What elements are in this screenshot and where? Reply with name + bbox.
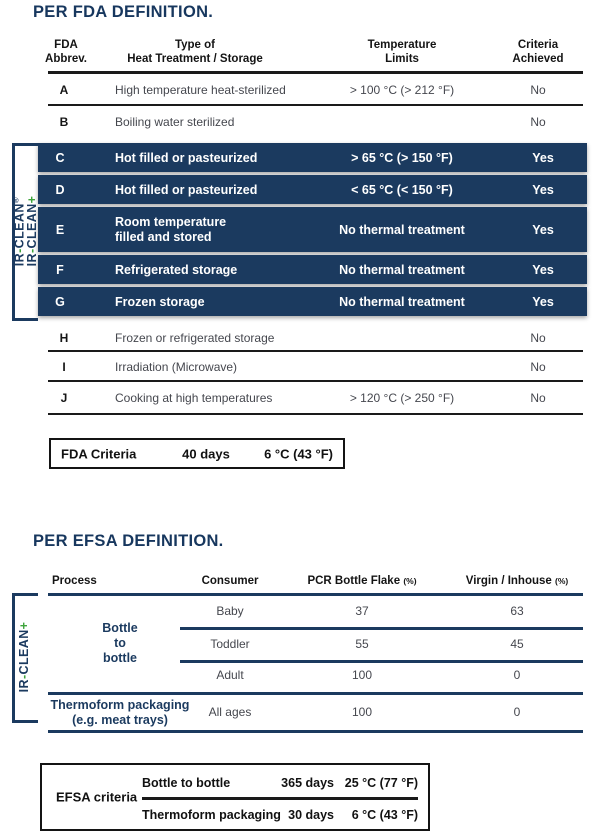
efsa-col-header-virgin	[437, 574, 597, 588]
fda-col-header-temp-line1: Temperature	[367, 39, 437, 51]
fda-row-abbrev: J	[60, 391, 68, 405]
fda-highlight-row-f	[38, 255, 587, 284]
fda-row-temp: No thermal treatment	[339, 262, 465, 277]
fda-criteria-temp: 6 °C (43 °F)	[264, 446, 333, 461]
fda-col-header-criteria	[490, 38, 586, 66]
fda-row-temp: < 65 °C (< 150 °F)	[351, 182, 453, 197]
fda-row-abbrev: A	[59, 83, 69, 97]
fda-row-criteria: Yes	[532, 150, 554, 165]
fda-row-abbrev: H	[59, 331, 69, 345]
brand-clean: CLEAN	[12, 203, 27, 249]
fda-col-header-temp	[322, 38, 482, 66]
efsa-row-pcr: 37	[355, 604, 369, 618]
efsa-row-pcr: 100	[351, 705, 373, 719]
efsa-col-header-virgin-text: Virgin / Inhouse	[465, 575, 552, 587]
fda-row-type: Boiling water sterilized	[115, 115, 235, 129]
fda-row-abbrev: D	[55, 182, 65, 197]
efsa-col-header-pcr	[282, 574, 442, 588]
fda-row-type: Cooking at high temperatures	[115, 391, 273, 405]
efsa-row-virgin: 45	[510, 637, 524, 651]
fda-row-criteria: Yes	[532, 294, 554, 309]
efsa-row-pcr: 55	[355, 637, 369, 651]
efsa-inner-rule	[180, 660, 583, 663]
fda-table-bottom-rule	[48, 413, 583, 415]
fda-col-header-criteria-line1: Criteria	[517, 39, 559, 51]
fda-row-criteria: Yes	[532, 222, 554, 237]
process-line: Bottle	[102, 621, 138, 635]
fda-row-type: Hot filled or pasteurized	[115, 150, 258, 165]
fda-row-criteria: No	[530, 115, 546, 129]
brand-dash: -	[12, 248, 27, 253]
efsa-bracket-top-arm	[12, 593, 38, 596]
fda-bracket-top-arm	[12, 143, 38, 146]
efsa-row-consumer: All ages	[208, 705, 252, 719]
brand-dash: -	[25, 248, 39, 254]
brand-dash: -	[17, 674, 31, 680]
fda-row-abbrev: F	[56, 262, 64, 277]
brand-clean: CLEAN	[25, 203, 39, 249]
efsa-criteria-row-temp: 25 °C (77 °F)	[344, 776, 418, 790]
brand-ir: IR	[12, 252, 27, 267]
fda-row-type: Refrigerated storage	[115, 262, 238, 277]
efsa-col-header-pcr-unit: (%)	[403, 576, 417, 586]
brand-ir: IR	[17, 679, 31, 693]
efsa-criteria-divider	[142, 797, 418, 800]
efsa-criteria-label: EFSA criteria	[56, 789, 138, 805]
brand-plus-mark: +	[17, 621, 31, 630]
fda-row-criteria: No	[530, 360, 546, 374]
efsa-criteria-row-days: 365 days	[281, 776, 334, 790]
efsa-bracket-line	[12, 593, 15, 723]
fda-col-header-temp-line2: Limits	[385, 53, 419, 65]
brand-plus-mark: +	[25, 195, 39, 204]
fda-section-title: PER FDA DEFINITION.	[33, 3, 214, 21]
fda-row-abbrev: E	[55, 222, 65, 237]
efsa-group-rule	[48, 692, 583, 695]
efsa-section-title: PER EFSA DEFINITION.	[33, 532, 224, 550]
fda-criteria-label: FDA Criteria	[61, 446, 137, 461]
process-line: to	[114, 636, 126, 650]
efsa-criteria-box	[40, 763, 430, 831]
fda-col-header-type-line2: Heat Treatment / Storage	[127, 53, 263, 65]
fda-row-temp: No thermal treatment	[339, 222, 465, 237]
fda-row-rule	[48, 104, 583, 106]
efsa-row-virgin: 63	[510, 604, 524, 618]
efsa-table-bottom-rule	[48, 730, 583, 733]
efsa-col-header-consumer: Consumer	[201, 575, 259, 587]
fda-row-type	[115, 215, 226, 245]
fda-row-criteria: Yes	[532, 262, 554, 277]
fda-col-header-abbrev-line1: FDA	[54, 39, 78, 51]
efsa-row-consumer: Adult	[216, 668, 244, 682]
fda-col-header-criteria-line2: Achieved	[512, 53, 564, 65]
efsa-criteria-row-name: Bottle to bottle	[142, 776, 231, 790]
fda-row-type: Frozen storage	[115, 294, 205, 309]
fda-row-rule	[48, 350, 583, 352]
efsa-row-consumer: Baby	[216, 604, 244, 618]
fda-row-rule	[48, 380, 583, 382]
fda-highlight-row-d	[38, 175, 587, 204]
fda-bracket-bottom-arm	[12, 318, 38, 321]
efsa-bracket-bottom-arm	[12, 720, 38, 723]
process-line: Thermoform packaging	[50, 698, 190, 712]
process-line: bottle	[102, 651, 138, 665]
efsa-criteria-row-name: Thermoform packaging	[142, 808, 281, 822]
efsa-col-header-process: Process	[52, 575, 97, 587]
efsa-row-pcr: 100	[351, 668, 373, 682]
fda-row-abbrev: C	[55, 150, 65, 165]
fda-row-temp: No thermal treatment	[339, 294, 465, 309]
fda-row-temp: > 100 °C (> 212 °F)	[349, 83, 455, 97]
brand-registered-mark: ®	[11, 196, 21, 204]
fda-row-type-line2: filled and stored	[115, 229, 212, 244]
fda-row-abbrev: B	[59, 115, 69, 129]
ir-clean-plus-brand-label	[25, 176, 39, 286]
fda-row-type: Frozen or refrigerated storage	[115, 331, 275, 345]
efsa-criteria-row-temp: 6 °C (43 °F)	[351, 808, 418, 822]
process-line: (e.g. meat trays)	[72, 713, 168, 727]
brand-ir: IR	[25, 253, 39, 267]
efsa-col-header-virgin-unit: (%)	[555, 576, 569, 586]
efsa-criteria-row-days: 30 days	[288, 808, 334, 822]
fda-row-type: Hot filled or pasteurized	[115, 182, 258, 197]
fda-row-abbrev: I	[62, 360, 66, 374]
fda-highlight-block	[38, 143, 587, 316]
fda-col-header-abbrev	[40, 38, 92, 66]
efsa-row-consumer: Toddler	[210, 637, 250, 651]
fda-col-header-type	[100, 38, 290, 66]
fda-col-header-type-line1: Type of	[174, 39, 216, 51]
fda-row-criteria: Yes	[532, 182, 554, 197]
efsa-inner-rule	[180, 627, 583, 630]
fda-row-criteria: No	[530, 331, 546, 345]
fda-row-criteria: No	[530, 83, 546, 97]
fda-row-type: Irradiation (Microwave)	[115, 360, 238, 374]
efsa-row-virgin: 0	[513, 668, 521, 682]
fda-row-type: High temperature heat-sterilized	[115, 83, 286, 97]
fda-header-rule	[48, 71, 583, 74]
fda-row-criteria: No	[530, 391, 546, 405]
fda-criteria-box	[49, 438, 345, 469]
brand-clean: CLEAN	[17, 629, 31, 675]
fda-highlight-row-c	[38, 143, 587, 172]
fda-criteria-days: 40 days	[182, 446, 230, 461]
fda-row-type-line1: Room temperature	[115, 214, 227, 229]
fda-highlight-row-g	[38, 287, 587, 316]
ir-clean-plus-brand-label	[17, 602, 31, 712]
efsa-col-header-pcr-text: PCR Bottle Flake	[307, 575, 401, 587]
fda-col-header-abbrev-line2: Abbrev.	[45, 53, 87, 65]
fda-row-abbrev: G	[55, 294, 65, 309]
fda-highlight-row-e	[38, 207, 587, 252]
fda-row-temp: > 120 °C (> 250 °F)	[349, 391, 455, 405]
efsa-header-rule	[48, 593, 583, 596]
efsa-row-virgin: 0	[513, 705, 521, 719]
fda-row-temp: > 65 °C (> 150 °F)	[351, 150, 453, 165]
